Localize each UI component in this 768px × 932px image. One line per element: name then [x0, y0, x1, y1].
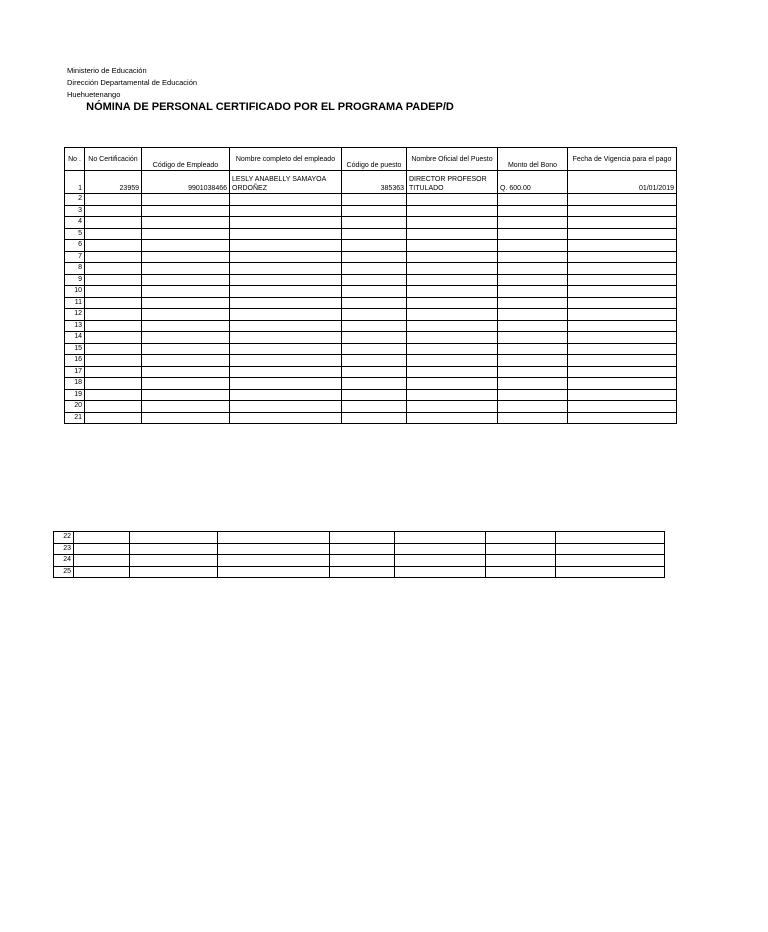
empty-cell [74, 555, 130, 567]
empty-cell [342, 412, 407, 424]
empty-cell [568, 309, 677, 321]
empty-cell [486, 543, 556, 555]
empty-cell [407, 205, 498, 217]
empty-cell [395, 566, 486, 578]
table-row [65, 389, 677, 401]
empty-cell [230, 320, 342, 332]
empty-cell [342, 194, 407, 206]
empty-cell [142, 217, 230, 229]
empty-cell [407, 412, 498, 424]
empty-cell [230, 217, 342, 229]
empty-cell [342, 366, 407, 378]
empty-cell [342, 309, 407, 321]
empty-cell [142, 343, 230, 355]
col-header-position-code: Código de puesto [342, 148, 407, 171]
empty-cell [568, 228, 677, 240]
empty-cell [85, 332, 142, 344]
table-row [54, 543, 665, 555]
row-number: 18 [65, 378, 85, 390]
empty-cell [142, 228, 230, 240]
empty-cell [407, 263, 498, 275]
row-number: 5 [65, 228, 85, 240]
row-number: 14 [65, 332, 85, 344]
row-number: 7 [65, 251, 85, 263]
empty-cell [342, 240, 407, 252]
empty-cell [85, 389, 142, 401]
empty-cell [330, 532, 395, 544]
empty-cell [230, 378, 342, 390]
empty-cell [142, 412, 230, 424]
empty-cell [486, 555, 556, 567]
empty-cell [568, 263, 677, 275]
empty-cell [568, 205, 677, 217]
empty-cell [342, 251, 407, 263]
empty-cell [142, 240, 230, 252]
empty-cell [85, 274, 142, 286]
empty-cell [395, 532, 486, 544]
table-row [54, 555, 665, 567]
empty-cell [218, 532, 330, 544]
empty-cell [568, 401, 677, 413]
table-row [54, 532, 665, 544]
empty-cell [395, 543, 486, 555]
empty-cell [407, 320, 498, 332]
empty-cell [556, 555, 665, 567]
table-row [65, 355, 677, 367]
row-number: 11 [65, 297, 85, 309]
empty-cell [85, 401, 142, 413]
empty-cell [407, 274, 498, 286]
empty-cell [498, 378, 568, 390]
col-header-employee-code: Código de Empleado [142, 148, 230, 171]
table-row [65, 228, 677, 240]
table-row [65, 286, 677, 298]
empty-cell [142, 205, 230, 217]
empty-cell [407, 366, 498, 378]
empty-cell [130, 543, 218, 555]
empty-cell [85, 217, 142, 229]
empty-cell [498, 286, 568, 298]
empty-cell [85, 205, 142, 217]
table-row [65, 320, 677, 332]
empty-cell [230, 332, 342, 344]
empty-cell [407, 251, 498, 263]
empty-cell [568, 332, 677, 344]
empty-cell [568, 274, 677, 286]
empty-cell [498, 366, 568, 378]
empty-cell [342, 205, 407, 217]
empty-cell [218, 566, 330, 578]
row-number: 1 [65, 171, 85, 194]
empty-cell [342, 378, 407, 390]
empty-cell [407, 194, 498, 206]
employee-code: 9901038466 [142, 171, 230, 194]
row-number: 9 [65, 274, 85, 286]
empty-cell [142, 355, 230, 367]
row-number: 4 [65, 217, 85, 229]
empty-cell [342, 297, 407, 309]
empty-cell [85, 251, 142, 263]
row-number: 25 [54, 566, 74, 578]
empty-cell [568, 412, 677, 424]
row-number: 8 [65, 263, 85, 275]
table-row [65, 366, 677, 378]
table-row [65, 378, 677, 390]
empty-cell [230, 343, 342, 355]
position-code: 385363 [342, 171, 407, 194]
table-header-row [65, 148, 677, 171]
personnel-table [64, 147, 677, 424]
row-number: 16 [65, 355, 85, 367]
empty-cell [568, 343, 677, 355]
empty-cell [568, 286, 677, 298]
empty-cell [486, 566, 556, 578]
table-row [65, 297, 677, 309]
table-row [65, 274, 677, 286]
empty-cell [498, 263, 568, 275]
empty-cell [230, 389, 342, 401]
empty-cell [498, 228, 568, 240]
empty-cell [142, 366, 230, 378]
empty-cell [407, 332, 498, 344]
empty-cell [498, 274, 568, 286]
table-row [65, 171, 677, 194]
empty-cell [407, 228, 498, 240]
row-number: 13 [65, 320, 85, 332]
page-title: NÓMINA DE PERSONAL CERTIFICADO POR EL PROGRAMA PADEP/D [86, 101, 454, 113]
empty-cell [130, 566, 218, 578]
empty-cell [142, 297, 230, 309]
row-number: 15 [65, 343, 85, 355]
row-number: 20 [65, 401, 85, 413]
empty-cell [85, 412, 142, 424]
empty-cell [330, 543, 395, 555]
row-number: 22 [54, 532, 74, 544]
empty-cell [230, 194, 342, 206]
row-number: 23 [54, 543, 74, 555]
empty-cell [498, 401, 568, 413]
empty-cell [130, 555, 218, 567]
empty-cell [342, 389, 407, 401]
continuation-table [53, 531, 665, 578]
empty-cell [395, 555, 486, 567]
empty-cell [85, 263, 142, 275]
page-title-wrapper [0, 101, 636, 113]
empty-cell [568, 240, 677, 252]
empty-cell [498, 332, 568, 344]
certification-number: 23959 [85, 171, 142, 194]
empty-cell [342, 401, 407, 413]
empty-cell [498, 205, 568, 217]
table-row [65, 240, 677, 252]
empty-cell [498, 412, 568, 424]
empty-cell [556, 566, 665, 578]
table-row [65, 194, 677, 206]
empty-cell [230, 401, 342, 413]
empty-cell [407, 217, 498, 229]
empty-cell [342, 286, 407, 298]
empty-cell [142, 401, 230, 413]
empty-cell [342, 332, 407, 344]
row-number: 19 [65, 389, 85, 401]
empty-cell [85, 240, 142, 252]
empty-cell [498, 309, 568, 321]
table-row [65, 343, 677, 355]
empty-cell [230, 205, 342, 217]
empty-cell [498, 320, 568, 332]
empty-cell [407, 389, 498, 401]
col-header-full-name: Nombre completo del empleado [230, 148, 342, 171]
empty-cell [85, 286, 142, 298]
empty-cell [498, 194, 568, 206]
empty-cell [342, 217, 407, 229]
table-row [65, 205, 677, 217]
empty-cell [85, 194, 142, 206]
col-header-certification: No Certificación [85, 148, 142, 171]
empty-cell [142, 194, 230, 206]
empty-cell [342, 320, 407, 332]
empty-cell [568, 217, 677, 229]
empty-cell [142, 286, 230, 298]
empty-cell [230, 286, 342, 298]
row-number: 21 [65, 412, 85, 424]
row-number: 6 [65, 240, 85, 252]
empty-cell [407, 309, 498, 321]
position-name: DIRECTOR PROFESOR TITULADO [407, 171, 498, 194]
empty-cell [142, 389, 230, 401]
empty-cell [407, 355, 498, 367]
employee-name: LESLY ANABELLY SAMAYOA ORDOÑEZ [230, 171, 342, 194]
ministry-name: Ministerio de Educación [67, 66, 147, 75]
empty-cell [568, 320, 677, 332]
table-row [65, 263, 677, 275]
empty-cell [330, 555, 395, 567]
empty-cell [498, 251, 568, 263]
empty-cell [230, 297, 342, 309]
empty-cell [568, 366, 677, 378]
empty-cell [230, 263, 342, 275]
empty-cell [85, 320, 142, 332]
empty-cell [85, 309, 142, 321]
table-row [65, 401, 677, 413]
empty-cell [568, 355, 677, 367]
row-number: 2 [65, 194, 85, 206]
empty-cell [407, 401, 498, 413]
empty-cell [230, 366, 342, 378]
table-row [65, 251, 677, 263]
col-header-no: No . [65, 148, 85, 171]
payment-date: 01/01/2019 [568, 171, 677, 194]
empty-cell [498, 355, 568, 367]
empty-cell [142, 274, 230, 286]
empty-cell [230, 240, 342, 252]
empty-cell [230, 251, 342, 263]
empty-cell [230, 228, 342, 240]
empty-cell [230, 274, 342, 286]
location-name: Huehuetenango [67, 90, 121, 99]
empty-cell [342, 263, 407, 275]
empty-cell [498, 297, 568, 309]
empty-cell [342, 355, 407, 367]
empty-cell [142, 332, 230, 344]
empty-cell [486, 532, 556, 544]
empty-cell [230, 355, 342, 367]
empty-cell [85, 228, 142, 240]
empty-cell [568, 194, 677, 206]
empty-cell [85, 297, 142, 309]
empty-cell [342, 343, 407, 355]
table-row [54, 566, 665, 578]
col-header-payment-date: Fecha de Vigencia para el pago [568, 148, 677, 171]
row-number: 12 [65, 309, 85, 321]
empty-cell [142, 309, 230, 321]
empty-cell [342, 274, 407, 286]
empty-cell [230, 412, 342, 424]
empty-cell [230, 309, 342, 321]
table-row [65, 217, 677, 229]
empty-cell [498, 217, 568, 229]
empty-cell [498, 343, 568, 355]
empty-cell [556, 532, 665, 544]
table-row [65, 309, 677, 321]
col-header-bonus-amount: Monto del Bono [498, 148, 568, 171]
empty-cell [568, 251, 677, 263]
empty-cell [407, 378, 498, 390]
empty-cell [407, 343, 498, 355]
empty-cell [568, 297, 677, 309]
empty-cell [74, 532, 130, 544]
empty-cell [218, 555, 330, 567]
empty-cell [85, 378, 142, 390]
empty-cell [568, 378, 677, 390]
empty-cell [218, 543, 330, 555]
empty-cell [498, 240, 568, 252]
row-number: 3 [65, 205, 85, 217]
table-row [65, 412, 677, 424]
empty-cell [142, 378, 230, 390]
empty-cell [568, 389, 677, 401]
empty-cell [407, 286, 498, 298]
empty-cell [85, 355, 142, 367]
department-name: Dirección Departamental de Educación [67, 78, 198, 87]
empty-cell [556, 543, 665, 555]
col-header-position-name: Nombre Oficial del Puesto [407, 148, 498, 171]
empty-cell [74, 543, 130, 555]
empty-cell [407, 297, 498, 309]
empty-cell [330, 566, 395, 578]
empty-cell [142, 251, 230, 263]
table-row [65, 332, 677, 344]
empty-cell [85, 366, 142, 378]
row-number: 17 [65, 366, 85, 378]
empty-cell [74, 566, 130, 578]
empty-cell [407, 240, 498, 252]
empty-cell [130, 532, 218, 544]
empty-cell [142, 263, 230, 275]
bonus-amount: Q. 600.00 [498, 171, 568, 194]
empty-cell [498, 389, 568, 401]
empty-cell [85, 343, 142, 355]
empty-cell [342, 228, 407, 240]
row-number: 10 [65, 286, 85, 298]
empty-cell [142, 320, 230, 332]
row-number: 24 [54, 555, 74, 567]
